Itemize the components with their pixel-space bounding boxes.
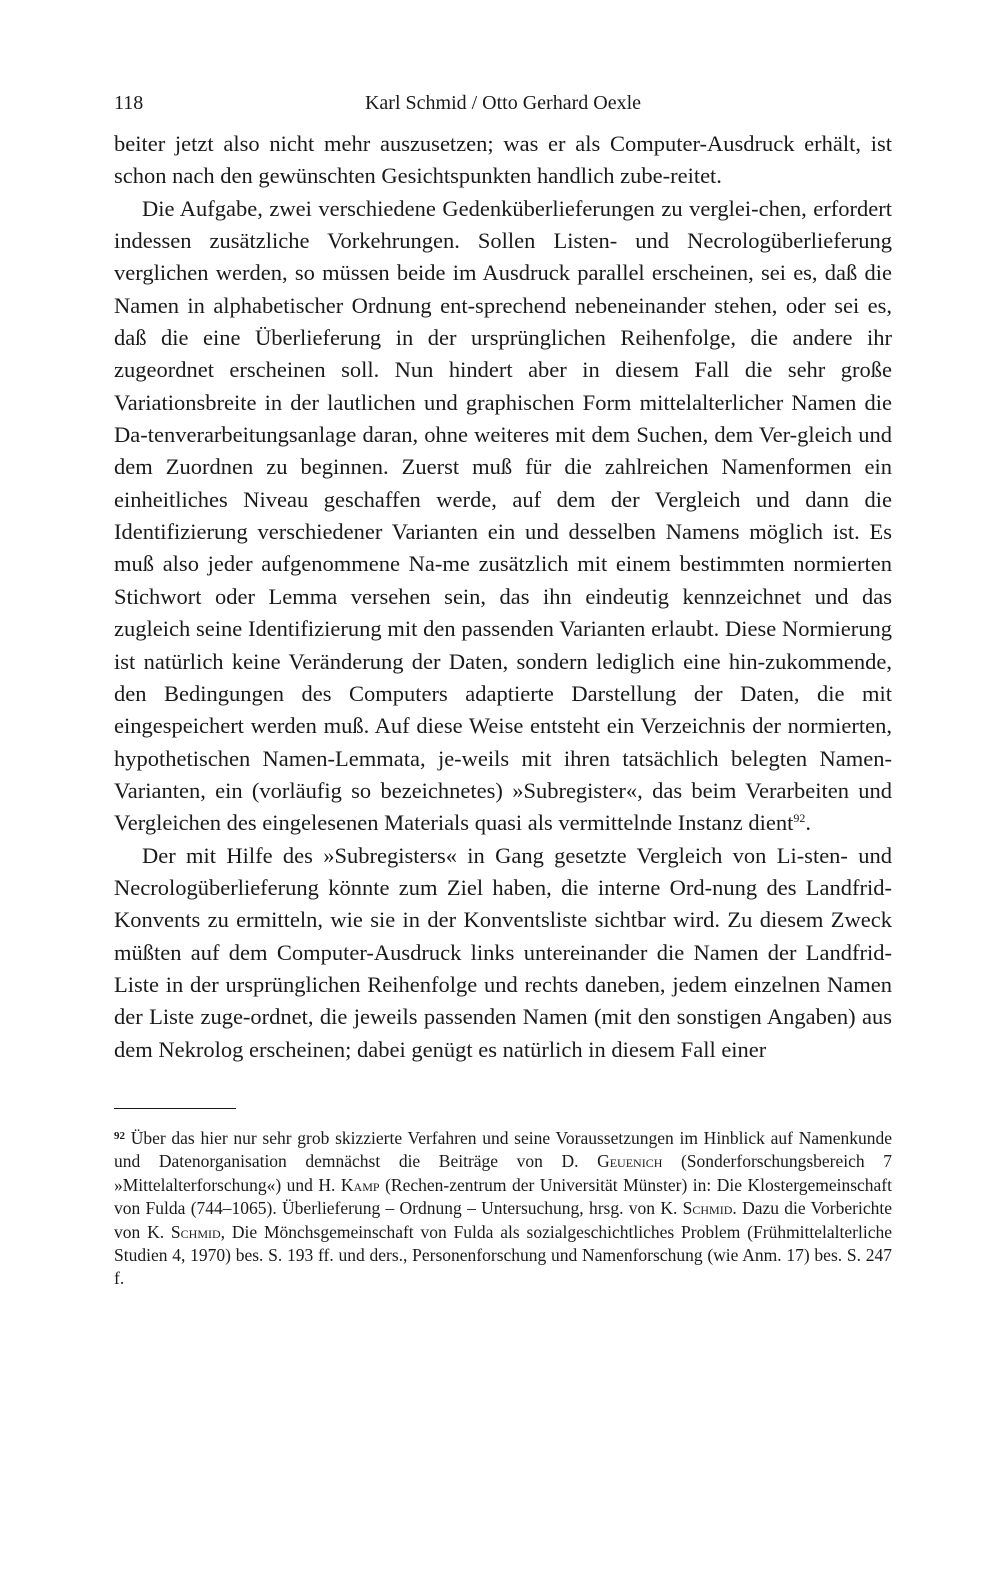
- footnote-reference[interactable]: 92: [793, 811, 806, 826]
- paragraph-1-text: beiter jetzt also nicht mehr auszusetzen; was er als Computer-Ausdruck erhält, ist schon nach den gewünschten Gesichtspunkten handlich zube-reitet.: [114, 131, 892, 189]
- page-number: 118: [114, 92, 144, 114]
- footnote: [114, 1125, 892, 1291]
- footnote-text: , Die Mönchsgemeinschaft von Fulda als sozialgeschichtliches Problem (Frühmittelalterliche Studien 4, 1970) bes. S. 193 ff. und ders., Personenforschung und Namenforschung (wie Anm. 17) bes. S. 247 f.: [114, 1221, 892, 1289]
- running-head: [114, 86, 892, 120]
- body-text: [114, 128, 892, 1066]
- footnote-author: Geuenich: [597, 1151, 663, 1172]
- paragraph: [114, 840, 892, 1066]
- footnote-text: Über das hier nur sehr grob skizzierte Verfahren und seine Voraussetzungen im Hinblick auf Namenkunde und Datenorganisation demnächst die Beiträge von D.: [114, 1127, 892, 1172]
- footnote-divider: [114, 1108, 236, 1109]
- footnote-author: Schmid: [170, 1221, 221, 1242]
- footnote-text: . Dazu die Vorberichte von K.: [114, 1198, 892, 1242]
- paragraph-2-text: Die Aufgabe, zwei verschiedene Gedenküberlieferungen zu verglei-chen, erfordert indessen zusätzliche Vorkehrungen. Sollen Listen- und Necrologüberlieferung verglichen werden, so müssen beide im Ausdruck parallel erscheinen, sei es, daß die Namen in alphabetischer Ordnung ent-sprechend nebeneinander stehen, oder sei es, daß die eine Überlieferung in der ursprünglichen Reihenfolge, die andere ihr zugeordnet erscheinen soll. Nun hindert aber in diesem Fall die sehr große Variationsbreite in der lautlichen und graphischen Form mittelalterlicher Namen die Da-tenverarbeitungsanlage daran, ohne weiteres mit dem Suchen, dem Ver-gleich und dem Zuordnen zu beginnen. Zuerst muß für die zahlreichen Namenformen ein einheitliches Niveau geschaffen werde, auf dem der Vergleich und dann die Identifizierung verschiedener Varianten ein und desselben Namens möglich ist. Es muß also jeder aufgenommene Na-me zusätzlich mit einem bestimmten normierten Stichwort oder Lemma versehen sein, das ihn eindeutig kennzeichnet und das zugleich seine Identifizierung mit den passenden Varianten erlaubt. Diese Normierung ist natürlich keine Veränderung der Daten, sondern lediglich eine hin-zukommende, den Bedingungen des Computers adaptierte Darstellung der Daten, die mit eingespeichert werden muß. Auf diese Weise entsteht ein Verzeichnis der normierten, hypothetischen Namen-Lemmata, je-weils mit ihren tatsächlich belegten Namen-Varianten, ein (vorläufig so bezeichnetes) »Subregister«, das beim Verarbeiten und Vergleichen des eingelesenen Materials quasi als vermittelnde Instanz dient: [114, 195, 892, 836]
- paragraph: [114, 193, 892, 840]
- footnote-author: Kamp: [340, 1174, 380, 1195]
- document-page: [114, 86, 892, 1291]
- running-title: Karl Schmid / Otto Gerhard Oexle: [364, 92, 642, 114]
- paragraph-continued: [114, 128, 892, 193]
- footnote-text: (Rechen-zentrum der Universität Münster) in: Die Klostergemeinschaft von Fulda (744–1065). Überlieferung – Ordnung – Untersuchung, hrsg. von K.: [114, 1174, 892, 1219]
- paragraph-2-end: .: [805, 810, 811, 836]
- paragraph-3-text: Der mit Hilfe des »Subregisters« in Gang gesetzte Vergleich von Li-sten- und Necrologüberlieferung könnte zum Ziel haben, die interne Ord-nung des Landfrid-Konvents zu ermitteln, wie sie in der Konventsliste sichtbar wird. Zu diesem Zweck müßten auf dem Computer-Ausdruck links untereinander die Namen der Landfrid-Liste in der ursprünglichen Reihenfolge und rechts daneben, jedem einzelnen Namen der Liste zuge-ordnet, die jeweils passenden Namen (mit den sonstigen Angaben) aus dem Nekrolog erscheinen; dabei genügt es natürlich in diesem Fall einer: [114, 842, 892, 1062]
- footnote-number: 92: [114, 1129, 125, 1142]
- footnote-text: (Sonderforschungsbereich 7 »Mittelalterforschung«) und H.: [114, 1151, 892, 1195]
- footnote-author: Schmid: [682, 1198, 733, 1219]
